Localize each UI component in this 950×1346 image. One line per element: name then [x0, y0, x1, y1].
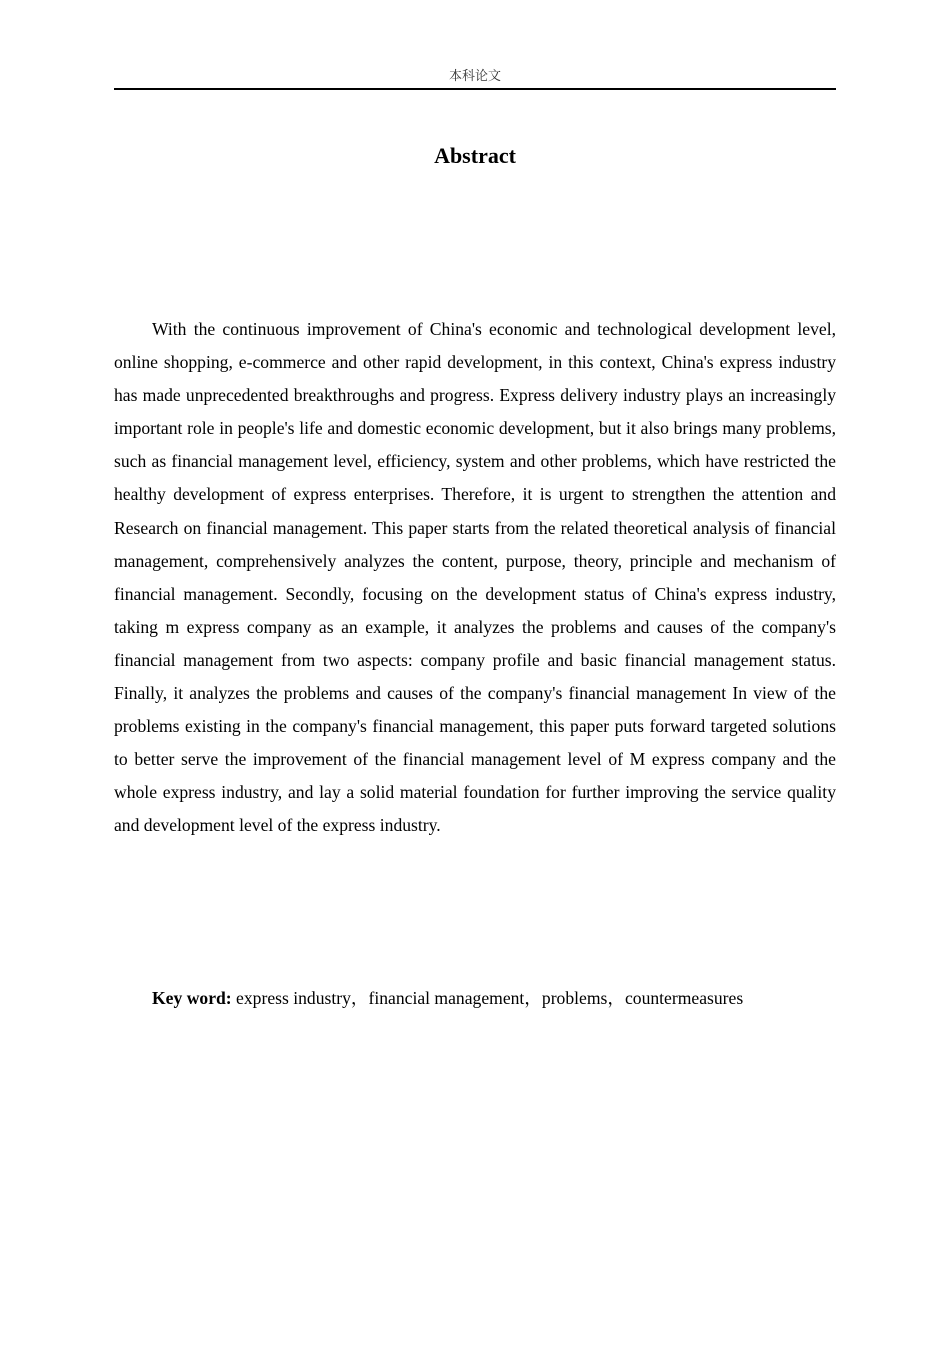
keywords-text: express industry，financial management，problems，countermeasures [231, 988, 744, 1008]
page-header-text: 本科论文 [448, 69, 501, 84]
abstract-title: Abstract [434, 143, 516, 168]
page-header [114, 66, 836, 90]
keywords-line [152, 982, 836, 1015]
abstract-body: With the continuous improvement of China's economic and technological development level, online shopping, e-commerce and other rapid development, in this context, China's express industry has made unprecedented breakthroughs and progress. Express delivery industry plays an increasingly important role in people's life and domestic economic development, but it also brings many problems, such as financial management level, efficiency, system and other problems, which have restricted the healthy development of express enterprises. Therefore, it is urgent to strengthen the attention and Research on financial management. This paper starts from the related theoretical analysis of financial management, comprehensively analyzes the content, purpose, theory, principle and mechanism of financial management. Secondly, focusing on the development status of China's express industry, taking m express company as an example, it analyzes the problems and causes of the company's financial management from two aspects: company profile and basic financial management status. Finally, it analyzes the problems and causes of the company's financial management In view of the problems existing in the company's financial management, this paper puts forward targeted solutions to better serve the improvement of the financial management level of M express company and the whole express industry, and lay a solid material foundation for further improving the service quality and development level of the express industry. [114, 319, 836, 836]
keywords-label: Key word: [152, 988, 232, 1008]
